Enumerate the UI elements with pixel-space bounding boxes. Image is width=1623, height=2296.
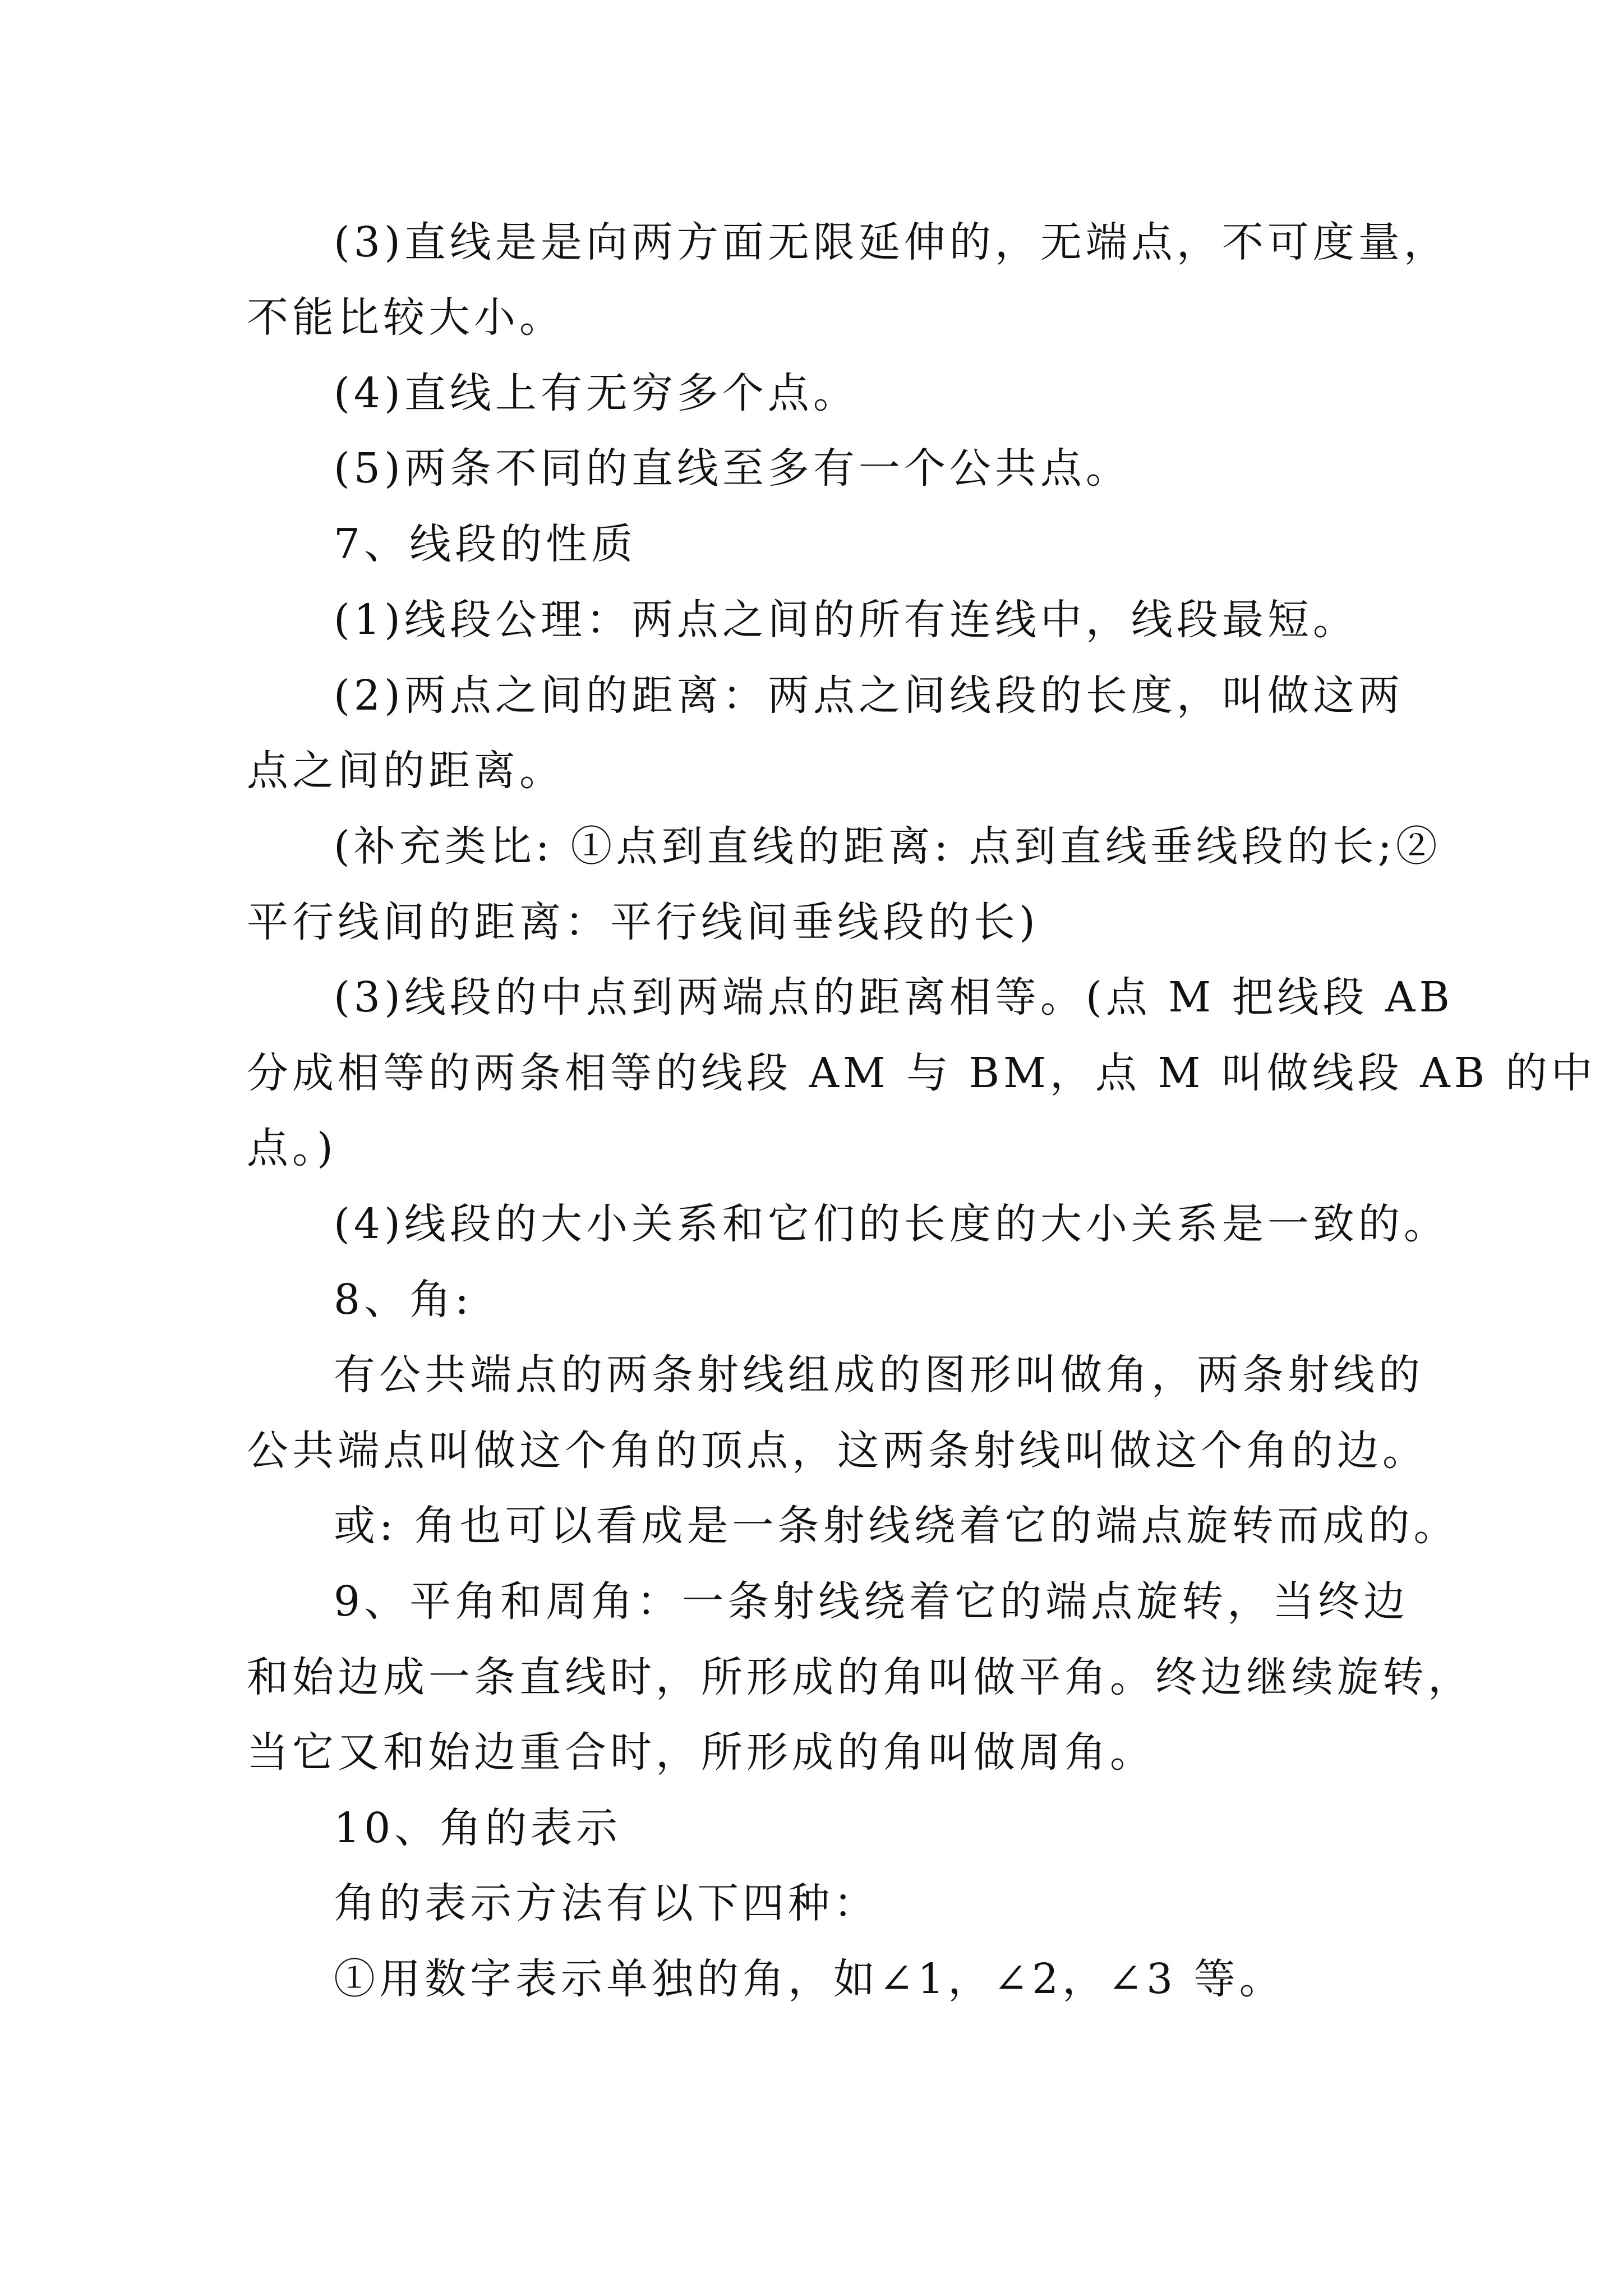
text-line-3: (4)直线上有无穷多个点。 <box>334 369 859 417</box>
text-line-23: 角的表示方法有以下四种： <box>334 1879 879 1927</box>
text-line-19: 9、平角和周角：一条射线绕着它的端点旋转，当终边 <box>334 1577 1409 1626</box>
text-line-11: (3)线段的中点到两端点的距离相等。(点 M 把线段 AB <box>334 973 1454 1022</box>
text-line-1: (3)直线是是向两方面无限延伸的，无端点，不可度量， <box>334 218 1449 266</box>
text-line-7: (2)两点之间的距离：两点之间线段的长度，叫做这两 <box>334 671 1404 720</box>
text-line-10: 平行线间的距离：平行线间垂线段的长) <box>247 898 1039 946</box>
text-line-15: 8、角: <box>334 1276 473 1324</box>
text-line-4: (5)两条不同的直线至多有一个公共点。 <box>334 444 1131 493</box>
text-line-22: 10、角的表示 <box>334 1804 622 1852</box>
text-line-17: 公共端点叫做这个角的顶点，这两条射线叫做这个角的边。 <box>247 1427 1428 1475</box>
text-line-16: 有公共端点的两条射线组成的图形叫做角，两条射线的 <box>334 1351 1424 1399</box>
text-line-8: 点之间的距离。 <box>247 747 565 795</box>
text-line-14: (4)线段的大小关系和它们的长度的大小关系是一致的。 <box>334 1200 1449 1248</box>
text-line-20: 和始边成一条直线时，所形成的角叫做平角。终边继续旋转， <box>247 1653 1473 1701</box>
text-line-2: 不能比较大小。 <box>247 293 565 342</box>
text-line-21: 当它又和始边重合时，所形成的角叫做周角。 <box>247 1728 1155 1777</box>
text-line-12: 分成相等的两条相等的线段 AM 与 BM，点 M 叫做线段 AB 的中 <box>247 1049 1597 1097</box>
text-line-5: 7、线段的性质 <box>334 520 637 568</box>
text-line-6: (1)线段公理：两点之间的所有连线中，线段最短。 <box>334 596 1358 644</box>
text-line-18: 或: 角也可以看成是一条射线绕着它的端点旋转而成的。 <box>334 1502 1459 1550</box>
text-line-24: ①用数字表示单独的角，如∠1，∠2，∠3 等。 <box>334 1955 1285 2003</box>
text-line-9: (补充类比: ①点到直线的距离: 点到直线垂线段的长;② <box>334 822 1441 871</box>
text-line-13: 点。) <box>247 1124 337 1172</box>
